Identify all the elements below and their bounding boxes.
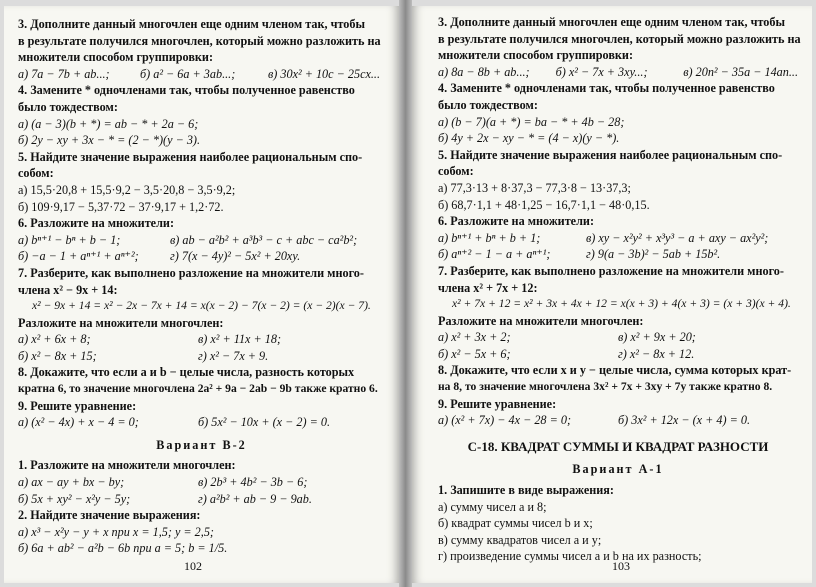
task-9-row xyxy=(18,414,385,431)
task-4b: б) 4y + 2x − xy − * = (4 − x)(y − *). xyxy=(438,131,620,146)
task-9b: б) 3x² + 12x − (x + 4) = 0. xyxy=(618,413,751,428)
variant-task-1d: г) a²b² + ab − 9 − 9ab. xyxy=(198,491,312,506)
variant-task-1-text: 1. Запишите в виде выражения: xyxy=(438,483,614,498)
task-3-items xyxy=(438,64,798,81)
variant-task-1b: б) квадрат суммы чисел b и x; xyxy=(438,516,593,531)
task-7-text: 7. Разберите, как выполнено разложение на множители много- xyxy=(438,263,784,278)
task-7b: б) x² − 8x + 15; xyxy=(18,348,97,363)
task-3a: а) 7a − 7b + ab...; xyxy=(18,66,110,81)
task-6-row-1 xyxy=(18,232,385,249)
task-6-row-1 xyxy=(438,230,798,247)
task-3-text-3: множители способом группировки: xyxy=(438,48,634,63)
task-7-text: 7. Разберите, как выполнено разложение на множители много- xyxy=(18,265,364,280)
task-3-text: 3. Дополните данный многочлен еще одним членом так, чтобы xyxy=(18,17,366,31)
task-6b: в) xy − x²y² + x³y³ − a + axy − ax²y²; xyxy=(586,230,769,245)
task-5-text-2: собом: xyxy=(18,166,54,181)
variant-task-1-text: 1. Разложите на множители многочлен: xyxy=(18,458,236,473)
section-heading: С-18. КВАДРАТ СУММЫ И КВАДРАТ РАЗНОСТИ xyxy=(467,438,769,454)
variant-task-2a: а) x³ − x²y − y + x при x = 1,5; y = 2,5; xyxy=(18,524,214,539)
task-7-row-1 xyxy=(18,331,385,348)
task-6b: в) ab − a²b² + a³b³ − c + abc − ca²b²; xyxy=(170,232,358,247)
task-3a: а) 8a − 8b + ab...; xyxy=(438,64,530,79)
task-7-text-2: члена x² + 7x + 12: xyxy=(438,280,538,295)
task-3b: б) a² − 6a + 3ab...; xyxy=(140,66,236,81)
task-7a: а) x² + 6x + 8; xyxy=(18,332,91,347)
book-gutter xyxy=(399,0,412,587)
task-6-text: 6. Разложите на множители: xyxy=(18,216,175,231)
task-6-text: 6. Разложите на множители: xyxy=(438,214,595,229)
task-3c: в) 30x² + 10c − 25cx... xyxy=(268,66,381,81)
task-9a: а) (x² + 7x) − 4x − 28 = 0; xyxy=(438,413,571,428)
task-5b: б) 109·9,17 − 5,37·72 − 37·9,17 + 1,2·72. xyxy=(18,199,224,214)
task-5a: а) 77,3·13 + 8·37,3 − 77,3·8 − 13·37,3; xyxy=(438,180,631,195)
variant-task-1c: в) сумму квадратов чисел a и y; xyxy=(438,532,602,547)
task-7d: г) x² − 8x + 12. xyxy=(618,346,695,361)
task-6-row-2 xyxy=(438,246,798,263)
task-7-row-2 xyxy=(18,348,385,365)
task-4-text: 4. Замените * одночленами так, чтобы полученное равенство xyxy=(438,81,775,96)
task-7-text-3: Разложите на множители многочлен: xyxy=(438,313,644,328)
task-6d: г) 7(x − 4y)² − 5x² + 20xy. xyxy=(170,249,301,264)
variant-task-1-row-1 xyxy=(18,474,385,491)
task-9b: б) 5x² − 10x + (x − 2) = 0. xyxy=(198,415,331,430)
task-7-row-1 xyxy=(438,329,798,346)
task-4a: а) (a − 3)(b + *) = ab − * + 2a − 6; xyxy=(18,116,199,131)
left-page xyxy=(4,6,399,583)
task-4-text-2: было тождеством: xyxy=(438,97,538,112)
task-3c: в) 20n² − 35a − 14an... xyxy=(683,64,798,79)
task-3-text-2: в результате получился многочлен, который можно разложить на xyxy=(438,31,801,46)
task-7-text-3: Разложите на множители многочлен: xyxy=(18,315,224,330)
task-4a: а) (b − 7)(a + *) = ba − * + 4b − 28; xyxy=(438,114,625,129)
task-5-text-2: собом: xyxy=(438,164,474,179)
task-8-text-2: на 8, то значение многочлена 3x² + 7x + 3xy + 7y также кратно 8. xyxy=(438,380,773,394)
variant-task-2-text: 2. Найдите значение выражения: xyxy=(18,508,201,523)
page-number: 102 xyxy=(184,559,202,574)
task-5a: а) 15,5·20,8 + 15,5·9,2 − 3,5·20,8 − 3,5·9,2; xyxy=(18,182,236,197)
variant-task-1b: б) 5x + xy² − x²y − 5y; xyxy=(18,491,131,506)
task-7-example: x² + 7x + 12 = x² + 3x + 4x + 12 = x(x + 3) + 4(x + 3) = (x + 3)(x + 4). xyxy=(452,297,791,311)
task-9-text: 9. Решите уравнение: xyxy=(18,398,137,413)
task-3-items xyxy=(18,66,385,83)
task-6a: а) bⁿ⁺¹ + bⁿ + b + 1; xyxy=(438,230,541,245)
task-7d: г) x² − 7x + 9. xyxy=(198,348,269,363)
task-6d: г) 9(a − 3b)² − 5ab + 15b². xyxy=(586,247,721,262)
variant-task-1a: а) ax − ay + bx − by; xyxy=(18,475,125,490)
task-6-row-2 xyxy=(18,248,385,265)
page-number: 103 xyxy=(612,559,630,574)
task-3-text: 3. Дополните данный многочлен еще одним членом так, чтобы xyxy=(438,15,786,29)
task-7-example: x² − 9x + 14 = x² − 2x − 7x + 14 = x(x − 2) − 7(x − 2) = (x − 2)(x − 7). xyxy=(32,299,371,313)
task-3-text-3: множители способом группировки: xyxy=(18,50,214,65)
task-4b: б) 2y − xy + 3x − * = (2 − *)(y − 3). xyxy=(18,133,201,148)
task-9a: а) (x² − 4x) + x − 4 = 0; xyxy=(18,415,139,430)
task-7c: в) x² + 11x + 18; xyxy=(198,332,282,347)
task-5b: б) 68,7·1,1 + 48·1,25 − 16,7·1,1 − 48·0,15. xyxy=(438,197,650,212)
task-7b: б) x² − 5x + 6; xyxy=(438,346,511,361)
task-5-text: 5. Найдите значение выражения наиболее рациональным спо- xyxy=(438,147,783,162)
task-6a: а) bⁿ⁺¹ − bⁿ + b − 1; xyxy=(18,232,121,247)
variant-task-1-row-2 xyxy=(18,491,385,508)
task-8-text: 8. Докажите, что если a и b − целые числа, разность которых xyxy=(18,365,355,380)
task-9-text: 9. Решите уравнение: xyxy=(438,396,557,411)
task-4-text: 4. Замените * одночленами так, чтобы полученное равенство xyxy=(18,83,355,98)
right-page xyxy=(412,6,812,583)
task-3b: б) x² − 7x + 3xy...; xyxy=(555,64,648,79)
task-6c: б) aⁿ⁺² − 1 − a + aⁿ⁺¹; xyxy=(438,247,551,262)
task-6c: б) −a − 1 + aⁿ⁺¹ + aⁿ⁺²; xyxy=(18,249,139,264)
task-3-text-2: в результате получился многочлен, который можно разложить на xyxy=(18,33,381,48)
task-7-row-2 xyxy=(438,346,798,363)
variant-heading: Вариант В-2 xyxy=(156,437,247,452)
variant-task-1d: г) произведение суммы чисел a и b на их разность; xyxy=(438,549,702,564)
task-8-text: 8. Докажите, что если x и y − целые числа, сумма которых крат- xyxy=(438,363,792,378)
variant-heading: Вариант А-1 xyxy=(572,462,664,477)
task-9-row xyxy=(438,412,798,429)
task-7-text-2: члена x² − 9x + 14: xyxy=(18,282,118,297)
variant-task-1c: в) 2b³ + 4b² − 3b − 6; xyxy=(198,475,308,490)
task-5-text: 5. Найдите значение выражения наиболее рациональным спо- xyxy=(18,149,363,164)
variant-task-1a: а) сумму чисел a и 8; xyxy=(438,499,547,514)
variant-task-2b: б) 6a + ab² − a²b − 6b при a = 5; b = 1/5. xyxy=(18,541,228,556)
task-8-text-2: кратна 6, то значение многочлена 2a² + 9a − 2ab − 9b также кратно 6. xyxy=(18,382,378,396)
task-7c: в) x² + 9x + 20; xyxy=(618,330,696,345)
task-7a: а) x² + 3x + 2; xyxy=(438,330,511,345)
task-4-text-2: было тождеством: xyxy=(18,99,118,114)
